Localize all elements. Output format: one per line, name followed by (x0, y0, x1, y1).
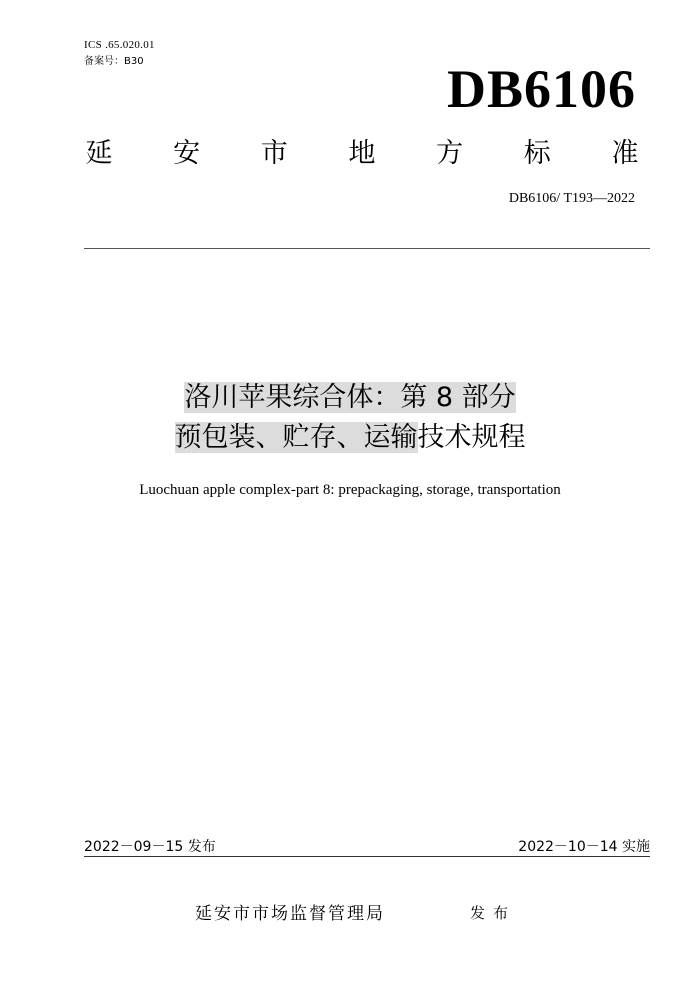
title-line-2-highlighted: 预包装、贮存、运输 (174, 422, 418, 453)
header-divider (84, 248, 650, 249)
standard-type-char: 准 (611, 138, 639, 169)
standard-type-char: 市 (260, 138, 288, 169)
standard-type-char: 方 (436, 138, 464, 169)
issuing-authority: 延安市市场监督管理局 (195, 904, 385, 924)
document-title-line-1 (0, 380, 700, 416)
standard-type-char: 标 (523, 138, 551, 169)
ics-code: ICS .65.020.01 (84, 39, 155, 51)
english-title: Luochuan apple complex-part 8: prepackaging, storage, transportation (139, 482, 561, 498)
title-line-1-text: 洛川苹果综合体：第 8 部分 (184, 382, 516, 413)
standard-type-char: 地 (348, 138, 376, 169)
db-code-logo: DB6106 (446, 59, 636, 119)
issue-label: 发布 (470, 904, 517, 922)
implement-date: 2022－10－14 实施 (518, 839, 650, 855)
standard-number: DB6106/ T193—2022 (508, 191, 635, 206)
filing-number: 备案号：B30 (84, 56, 144, 67)
document-title-line-2 (0, 420, 700, 456)
standard-type-heading (84, 136, 640, 172)
publish-date: 2022－09－15 发布 (84, 839, 216, 855)
title-line-2-rest: 技术规程 (417, 422, 526, 453)
footer-divider (84, 856, 650, 857)
standard-type-char: 安 (173, 138, 201, 169)
standard-type-char: 延 (85, 138, 113, 169)
